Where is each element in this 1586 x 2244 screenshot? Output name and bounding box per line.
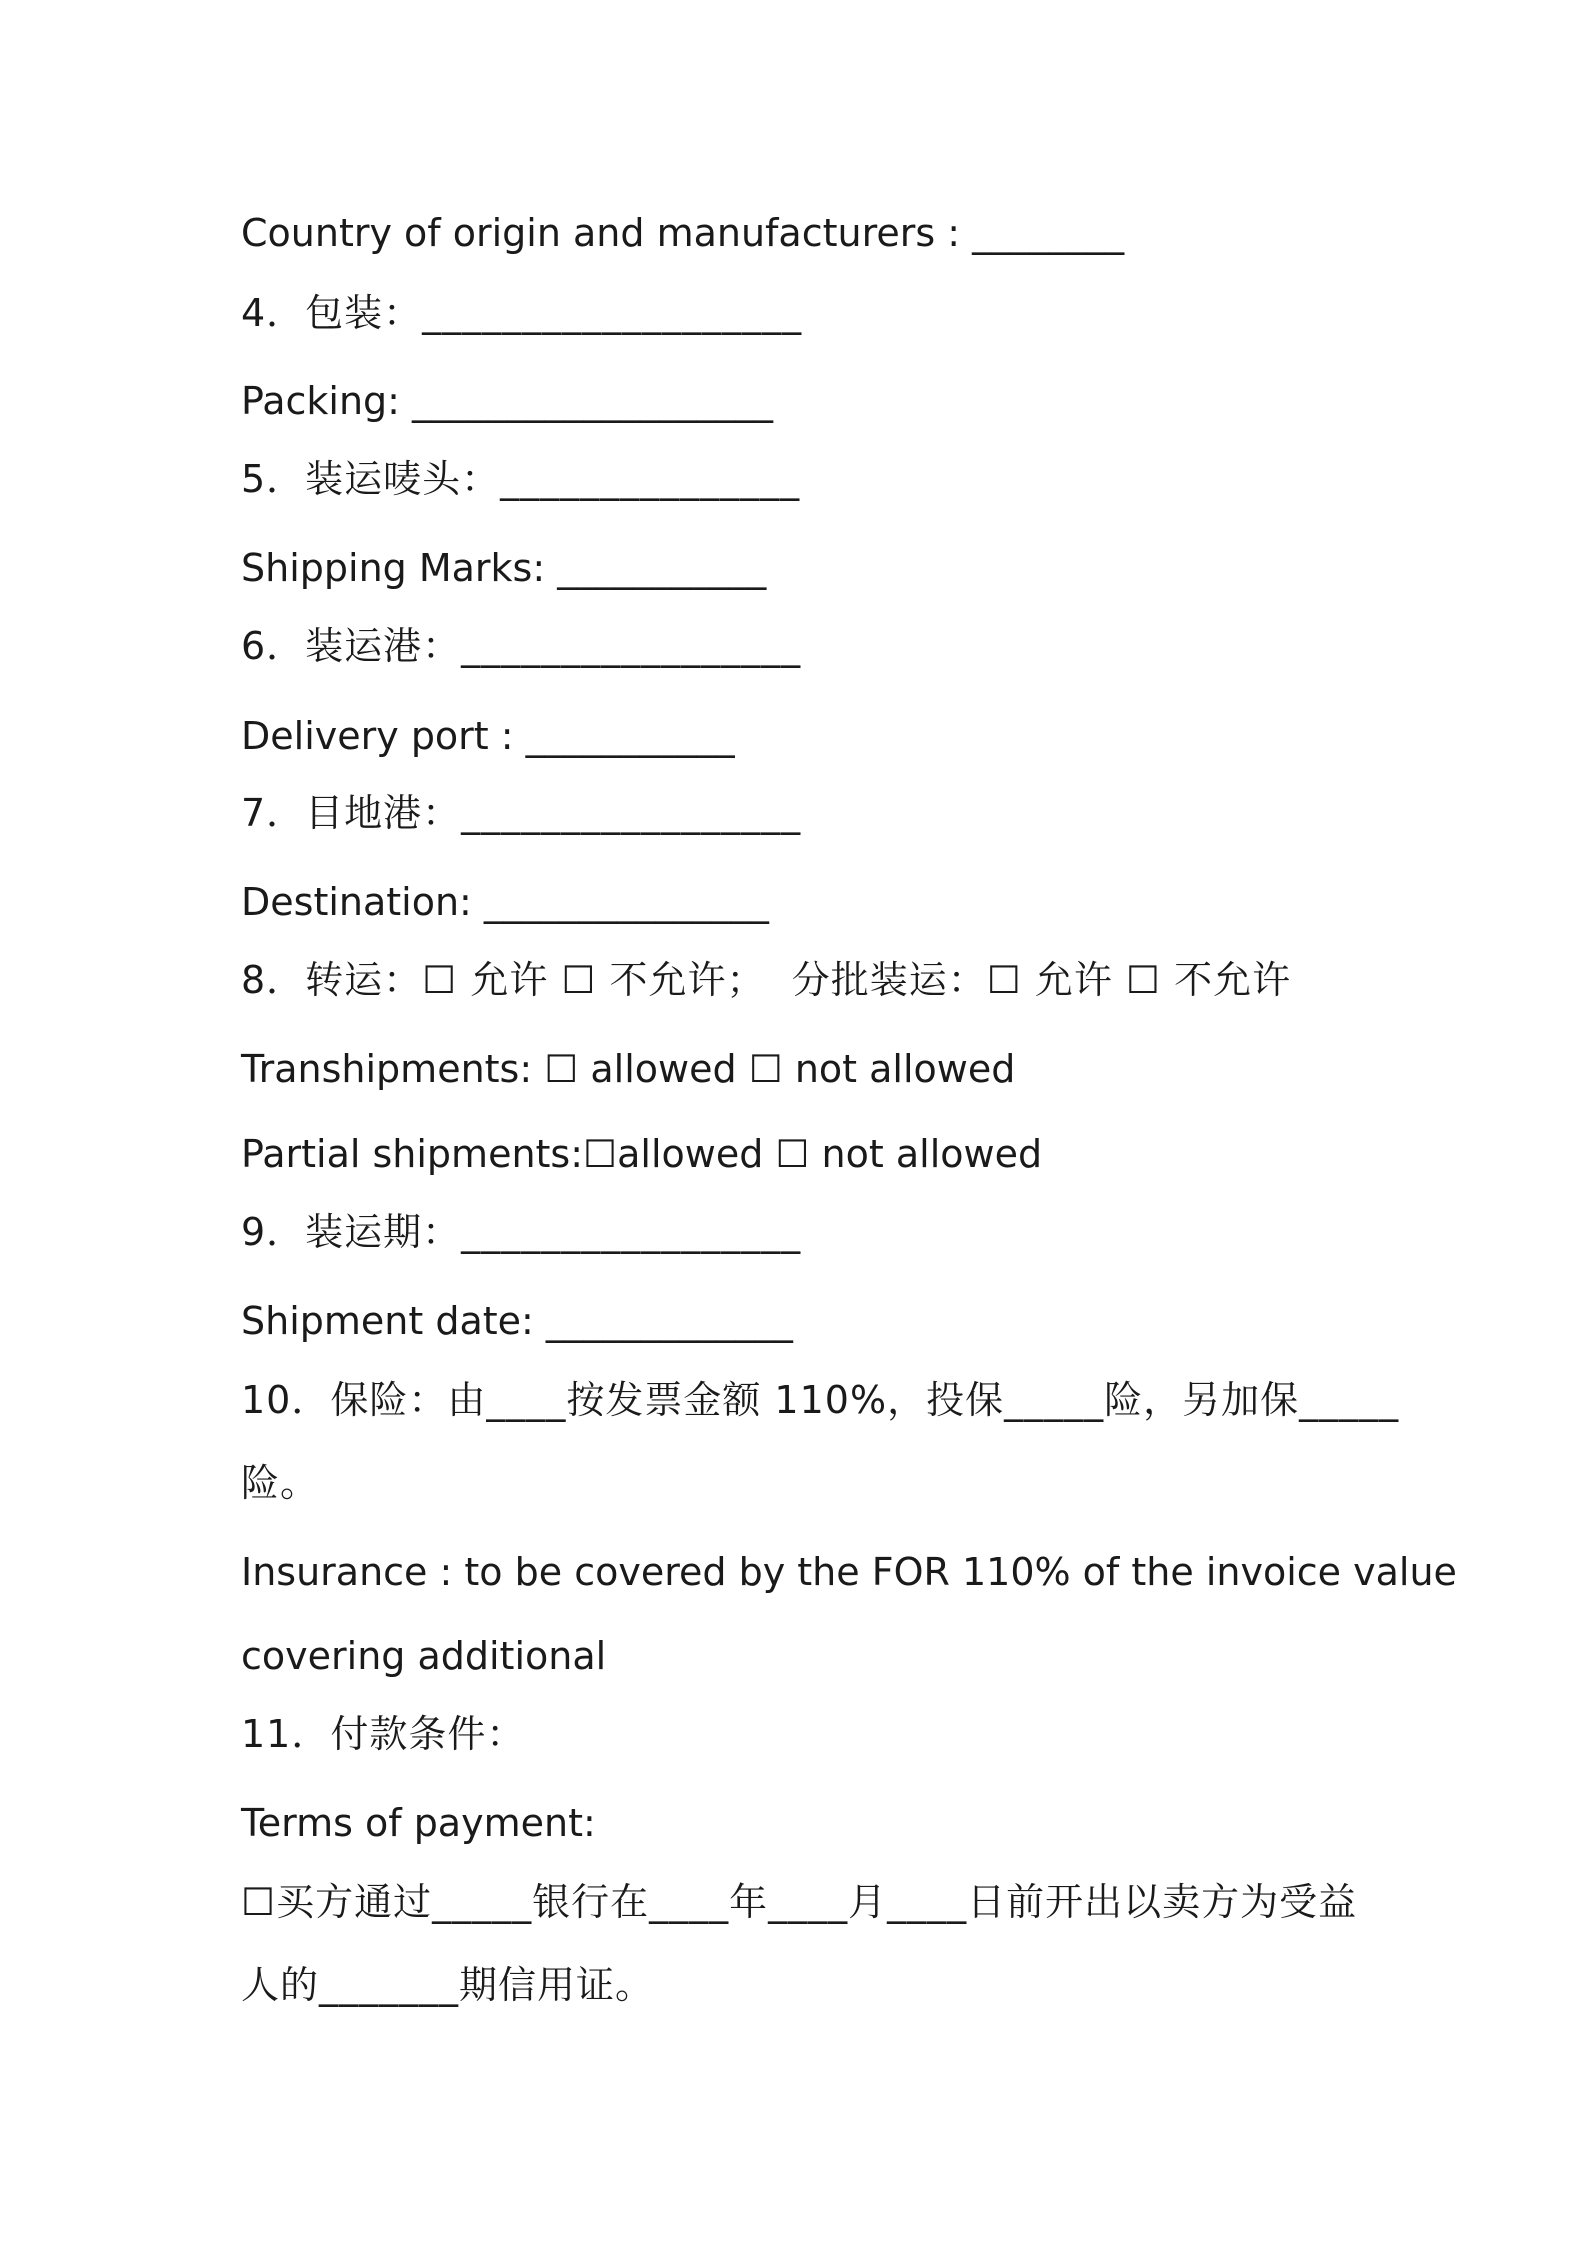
insurance-line-en: Insurance : to be covered by the FOR 110% of the invoice value: [241, 1550, 1457, 1594]
shipping-marks-line-en: Shipping Marks: ___________: [241, 546, 767, 590]
shipment-date-line-en: Shipment date: _____________: [241, 1299, 793, 1343]
partial-shipments-line-en: Partial shipments:☐allowed ☐ not allowed: [241, 1132, 1043, 1176]
insurance-line-en-cont: covering additional: [241, 1634, 607, 1678]
shipment-date-line-cn: 9．装运期：_________________: [241, 1210, 802, 1254]
payment-terms-line-cn: 11．付款条件：: [241, 1712, 526, 1756]
transhipment-line-cn: 8．转运：☐ 允许 ☐ 不允许； 分批装运：☐ 允许 ☐ 不允许: [241, 958, 1292, 1002]
loading-port-line-cn: 6．装运港：_________________: [241, 624, 802, 668]
letter-of-credit-line-cn: ☐买方通过_____银行在____年____月____日前开出以卖方为受益: [241, 1880, 1358, 1924]
insurance-line-cn-cont: 险。: [241, 1461, 320, 1505]
destination-line-en: Destination: _______________: [241, 880, 769, 924]
origin-line-en: Country of origin and manufacturers : ________: [241, 211, 1125, 255]
transhipments-line-en: Transhipments: ☐ allowed ☐ not allowed: [241, 1047, 1016, 1091]
packing-line-en: Packing: ___________________: [241, 379, 774, 423]
delivery-port-line-en: Delivery port : ___________: [241, 714, 735, 758]
insurance-line-cn: 10．保险：由____按发票金额 110%，投保_____险，另加保_____: [241, 1378, 1400, 1422]
shipping-marks-line-cn: 5．装运唛头：_______________: [241, 457, 801, 501]
payment-terms-line-en: Terms of payment:: [241, 1801, 596, 1845]
packing-line-cn: 4．包装：___________________: [241, 291, 803, 335]
letter-of-credit-line-cn-cont: 人的_______期信用证。: [241, 1963, 655, 2007]
destination-line-cn: 7．目地港：_________________: [241, 791, 802, 835]
